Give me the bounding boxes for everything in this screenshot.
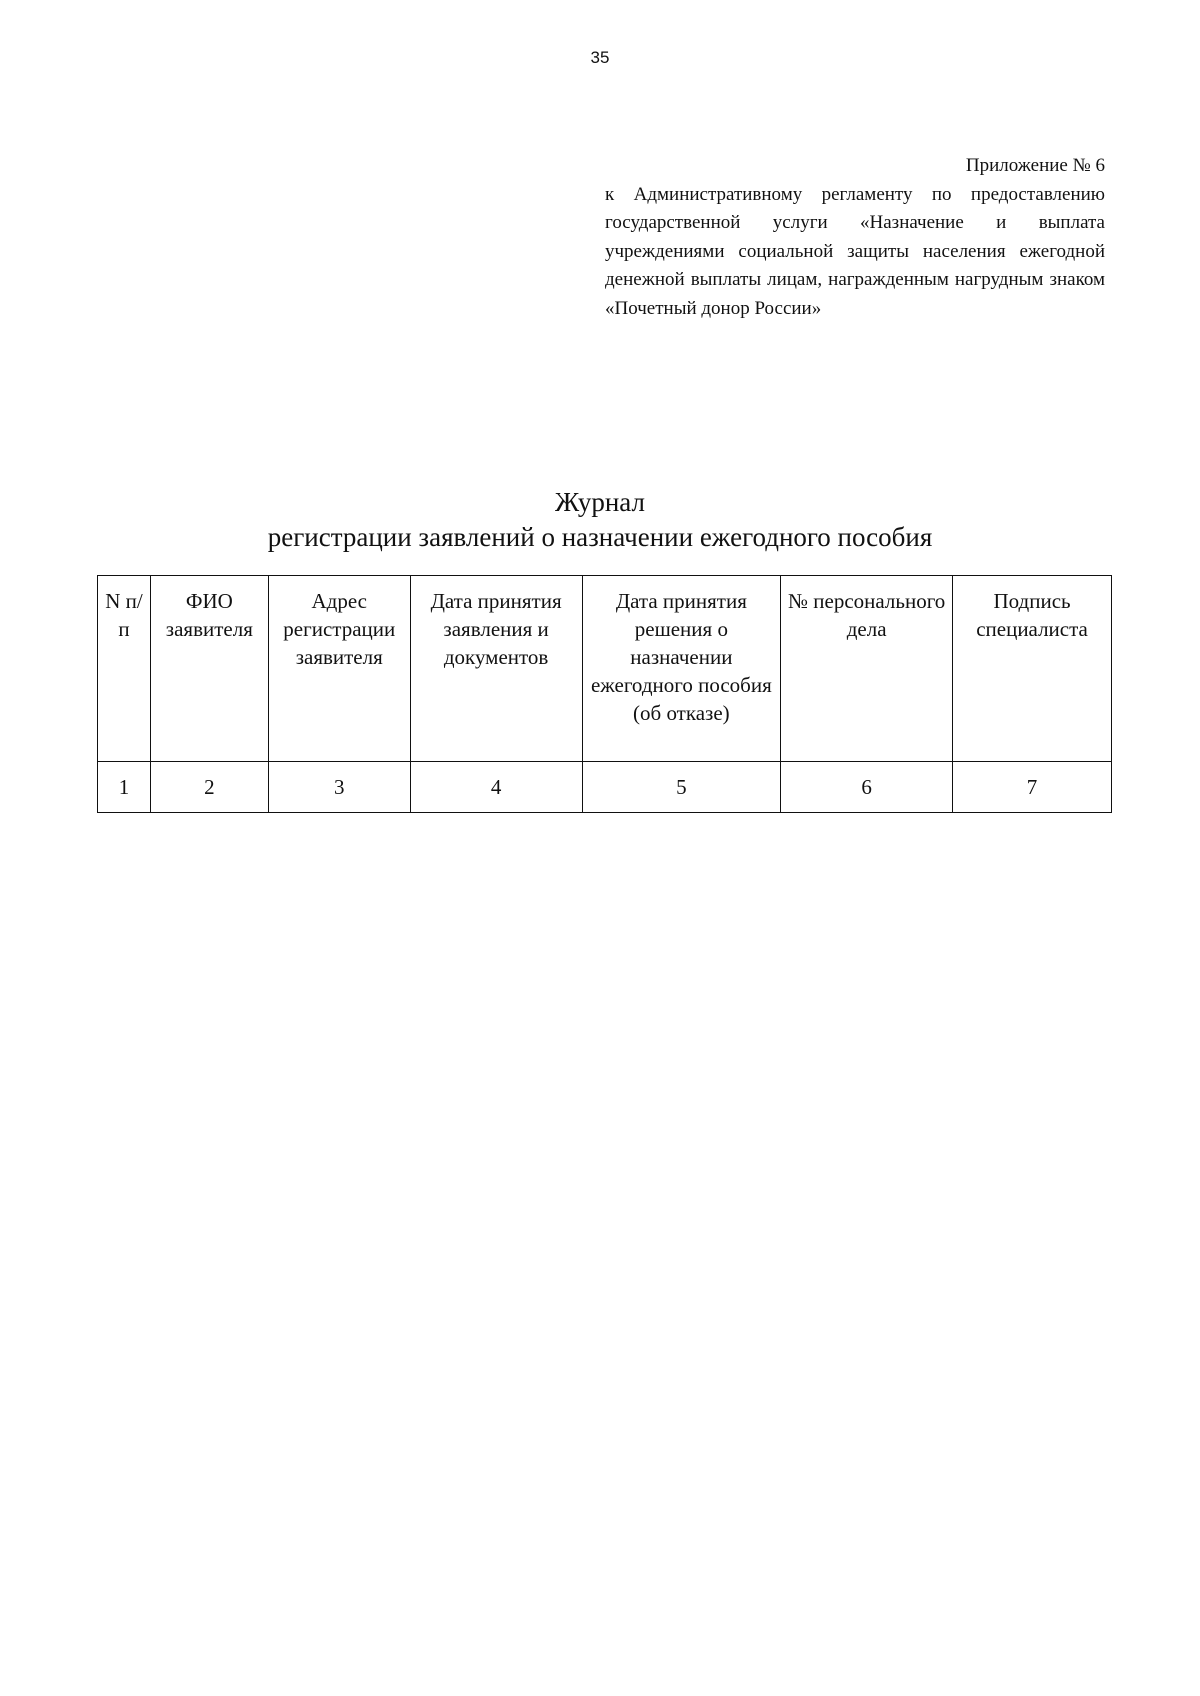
page-number: 35: [590, 48, 610, 67]
appendix-block: [605, 152, 1105, 323]
column-header-specialist-signature: Подпись специалиста: [953, 576, 1112, 762]
column-number-cell: 6: [781, 762, 953, 813]
column-number-cell: 4: [410, 762, 582, 813]
journal-table: [97, 575, 1112, 813]
column-number-cell: 1: [98, 762, 151, 813]
appendix-text: к Административному регламенту по предоставлению государственной услуги «Назначение и выплата учреждениями социальной защиты населения ежегодной денежной выплаты лицам, награжденным нагрудным знаком «Почетный донор России»: [605, 183, 1105, 319]
column-header-personal-file-number: № персонального дела: [781, 576, 953, 762]
column-header-decision-date: Дата принятия решения о назначении ежегодного пособия (об отказе): [582, 576, 781, 762]
column-number-cell: 3: [268, 762, 410, 813]
column-number-cell: 2: [150, 762, 268, 813]
column-header-applicant-name: ФИО заявителя: [150, 576, 268, 762]
column-header-application-date: Дата принятия заявления и документов: [410, 576, 582, 762]
table-row: [98, 762, 1112, 813]
column-number-cell: 7: [953, 762, 1112, 813]
journal-subtitle: регистрации заявлений о назначении ежегодного пособия: [267, 522, 933, 552]
table-header-row: [98, 576, 1112, 762]
column-header-registration-address: Адрес регистрации заявителя: [268, 576, 410, 762]
appendix-number: Приложение № 6: [965, 155, 1105, 176]
journal-title: Журнал: [554, 487, 646, 517]
column-header-number: N п/п: [98, 576, 151, 762]
column-number-cell: 5: [582, 762, 781, 813]
